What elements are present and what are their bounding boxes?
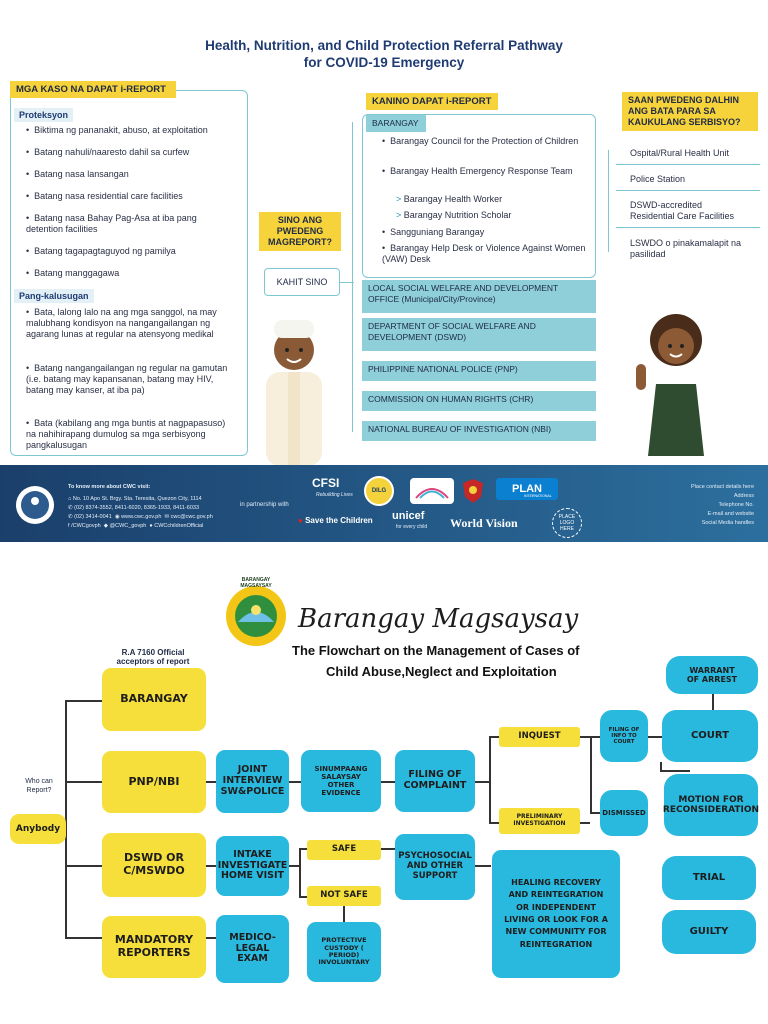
connector — [299, 848, 307, 850]
acceptor-pnp-nbi: PNP/NBI — [102, 751, 206, 813]
connector — [660, 770, 690, 772]
contact-line: Telephone No. — [718, 502, 754, 508]
barangay-item: • Barangay Council for the Protection of Children — [382, 136, 579, 146]
who-can-report: Who can Report? — [25, 778, 53, 794]
anybody-box: Anybody — [10, 814, 66, 844]
protection-item: • Biktima ng pananakit, abuso, at exploitation — [26, 125, 208, 135]
where-item: Police Station — [616, 172, 760, 191]
acceptor-dswd: DSWD OR C/MSWDO — [102, 833, 206, 897]
acceptor-mandatory-reporters: MANDATORY REPORTERS — [102, 916, 206, 978]
protection-item: • Batang tagapagtaguyod ng pamilya — [26, 246, 176, 256]
contact-line: Place contact details here — [691, 484, 754, 490]
health-item: • Batang nangangailangan ng regular na gamutan (i.e. batang may kapansanan, batang may HIV, batang may kanser, at iba pa) — [26, 363, 228, 395]
connector — [590, 736, 592, 812]
connector — [289, 865, 299, 867]
logo-unicef-tag: for every child — [396, 524, 428, 530]
logo-world-vision: World Vision — [450, 516, 518, 530]
connector — [343, 906, 345, 922]
partnership-label: in partnership with — [240, 502, 289, 508]
warrant-arrest-box: WARRANT OF ARREST — [666, 656, 758, 694]
logo-save-the-children: ● Save the Children — [298, 516, 373, 525]
contact-line: Address — [733, 493, 754, 499]
barangay-seal-icon — [224, 584, 288, 648]
logo-pnp-shield-icon — [462, 478, 484, 504]
connector — [381, 848, 395, 850]
connector — [299, 896, 307, 898]
logo-unicef: unicef — [392, 510, 425, 522]
connector — [580, 822, 590, 824]
barangay-item: • Barangay Health Emergency Response Team — [382, 166, 573, 176]
health-item: • Bata, lalong lalo na ang mga sanggol, na may malubhang kondisyon na nangangailangan ng agarang lunas at regular na atensyong medikal — [26, 307, 217, 339]
contact-line: Social Media handles — [701, 520, 754, 526]
sinumpaang-box: SINUMPAANG SALAYSAY OTHER EVIDENCE — [301, 750, 381, 812]
protection-item: • Batang manggagawa — [26, 268, 120, 278]
protection-item: • Batang nahuli/naaresto dahil sa curfew — [26, 147, 190, 157]
connector — [65, 937, 102, 939]
bher-sub-item: > Barangay Health Worker — [396, 194, 503, 204]
girl-illustration — [630, 306, 720, 466]
connector — [475, 865, 491, 867]
connector — [206, 781, 216, 783]
who-answer: KAHIT SINO — [264, 268, 340, 296]
connector — [65, 865, 102, 867]
protective-custody-box: PROTECTIVE CUSTODY ( PERIOD) INVOLUNTARY — [307, 922, 381, 982]
cwc-seal-icon — [14, 484, 56, 526]
boy-illustration — [252, 310, 336, 466]
where-header: SAAN PWEDENG DALHIN ANG BATA PARA SA KAUKULANG SERBISYO? — [622, 92, 758, 131]
connector — [381, 781, 395, 783]
logo-cfsi-tag: Rebuilding Lives — [316, 492, 353, 498]
bher-sub-item: > Barangay Nutrition Scholar — [396, 210, 512, 220]
connector — [590, 812, 600, 814]
ra-label: R.A 7160 Official acceptors of report — [116, 648, 190, 666]
connector — [65, 700, 102, 702]
connector — [289, 781, 301, 783]
footer-address: ⌂ No. 10 Apo St. Brgy. Sta. Teresita, Quezon City, 1114 — [68, 496, 202, 502]
connector — [206, 865, 216, 867]
logo-rainbow-icon — [410, 478, 454, 504]
psychosocial-box: PSYCHOSOCIAL AND OTHER SUPPORT — [395, 834, 475, 900]
connector — [206, 937, 216, 939]
trial-box: TRIAL — [662, 856, 756, 900]
know-more: To know more about CWC visit: — [68, 484, 151, 490]
where-item: Ospital/Rural Health Unit — [616, 146, 760, 165]
connector — [712, 694, 714, 710]
motion-reconsideration-box: MOTION FOR RECONSIDERATION — [664, 774, 758, 836]
flowchart-title-line1: The Flowchart on the Management of Cases of — [292, 643, 580, 658]
healing-reintegration-box: HEALING RECOVERY AND REINTEGRATION OR INDEPENDENT LIVING OR LOOK FOR A NEW COMMUNITY FOR REINTEGRATION — [492, 850, 620, 978]
connector — [299, 848, 301, 896]
where-item: DSWD-accredited Residential Care Facilities — [616, 198, 760, 228]
connector — [352, 122, 353, 432]
contact-line: E-mail and website — [707, 511, 754, 517]
not-safe-box: NOT SAFE — [307, 886, 381, 906]
connector — [475, 781, 489, 783]
health-label: Pang-kalusugan — [14, 289, 94, 303]
flowchart-title-line2: Child Abuse,Neglect and Exploitation — [326, 664, 557, 679]
logo-cfsi: CFSI — [312, 476, 340, 490]
agency-dswd: DEPARTMENT OF SOCIAL WELFARE AND DEVELOPMENT (DSWD) — [362, 318, 596, 351]
connector — [65, 781, 102, 783]
health-item: • Bata (kabilang ang mga buntis at nagpapasuso) na nahihirapang dumulog sa mga serbisyong pangkalusugan — [26, 418, 226, 450]
who-question: SINO ANG PWEDENG MAGREPORT? — [259, 212, 341, 251]
protection-item: • Batang nasa Bahay Pag-Asa at iba pang detention facilities — [26, 213, 197, 234]
seal-text: BARANGAY MAGSAYSAY — [240, 577, 272, 589]
court-box: COURT — [662, 710, 758, 762]
inquest-box: INQUEST — [499, 727, 580, 747]
brand-script: Barangay Magsaysay — [298, 604, 579, 634]
connector — [648, 736, 662, 738]
footer-social: f /CWCgovph ◆ @CWC_govph ● CWCchildrenOfficial — [68, 523, 204, 529]
joint-interview-box: JOINT INTERVIEW SW&POLICE — [216, 750, 289, 813]
to-whom-header: KANINO DAPAT i-REPORT — [366, 93, 498, 110]
cases-header: MGA KASO NA DAPAT i-REPORT — [10, 81, 176, 98]
footer-fax-web: ✆ (02) 3414-0041 ◉ www.cwc.gov.ph ✉ cwc@cwc.gov.ph — [68, 514, 213, 520]
connector — [489, 736, 491, 822]
dismissed-box: DISMISSED — [600, 790, 648, 836]
agency-pnp: PHILIPPINE NATIONAL POLICE (PNP) — [362, 361, 596, 381]
connector — [660, 762, 662, 770]
agency-lswdo: LOCAL SOCIAL WELFARE AND DEVELOPMENT OFFICE (Municipal/City/Province) — [362, 280, 596, 313]
barangay-item: • Barangay Help Desk or Violence Against Women (VAW) Desk — [382, 243, 586, 264]
protection-label: Proteksyon — [14, 108, 73, 122]
barangay-item: • Sangguniang Barangay — [382, 227, 485, 237]
connector — [489, 822, 499, 824]
logo-dilg: DILG — [364, 476, 394, 506]
medico-legal-box: MEDICO-LEGAL EXAM — [216, 915, 289, 983]
preliminary-investigation-box: PRELIMINARY INVESTIGATION — [499, 808, 580, 834]
guilty-box: GUILTY — [662, 910, 756, 954]
connector — [590, 736, 600, 738]
infographic-title-line2: for COVID-19 Emergency — [303, 55, 465, 70]
acceptor-barangay: BARANGAY — [102, 668, 206, 731]
logo-plan-tag: INTERNATIONAL — [524, 494, 552, 498]
safe-box: SAFE — [307, 840, 381, 860]
agency-nbi: NATIONAL BUREAU OF INVESTIGATION (NBI) — [362, 421, 596, 441]
agency-chr: COMMISSION ON HUMAN RIGHTS (CHR) — [362, 391, 596, 411]
intake-box: INTAKE INVESTIGATE HOME VISIT — [216, 836, 289, 896]
infographic-title-line1: Health, Nutrition, and Child Protection Referral Pathway — [205, 38, 563, 53]
case-management-flowchart — [0, 560, 768, 1024]
protection-item: • Batang nasa lansangan — [26, 169, 129, 179]
connector — [608, 150, 609, 252]
place-logo: PLACE LOGO HERE — [552, 508, 582, 538]
connector — [580, 736, 590, 738]
logo-plan: PLAN — [496, 478, 558, 500]
filing-info-court-box: FILING OF INFO TO COURT — [600, 710, 648, 762]
protection-item: • Batang nasa residential care facilities — [26, 191, 183, 201]
where-item: LSWDO o pinakamalapit na pasilidad — [630, 238, 742, 259]
filing-complaint-box: FILING OF COMPLAINT — [395, 750, 475, 812]
connector — [489, 736, 499, 738]
footer-phone: ✆ (02) 8374-3552, 8411-6020, 8365-1933, 8411-6033 — [68, 505, 200, 511]
barangay-label: BARANGAY — [366, 115, 426, 132]
